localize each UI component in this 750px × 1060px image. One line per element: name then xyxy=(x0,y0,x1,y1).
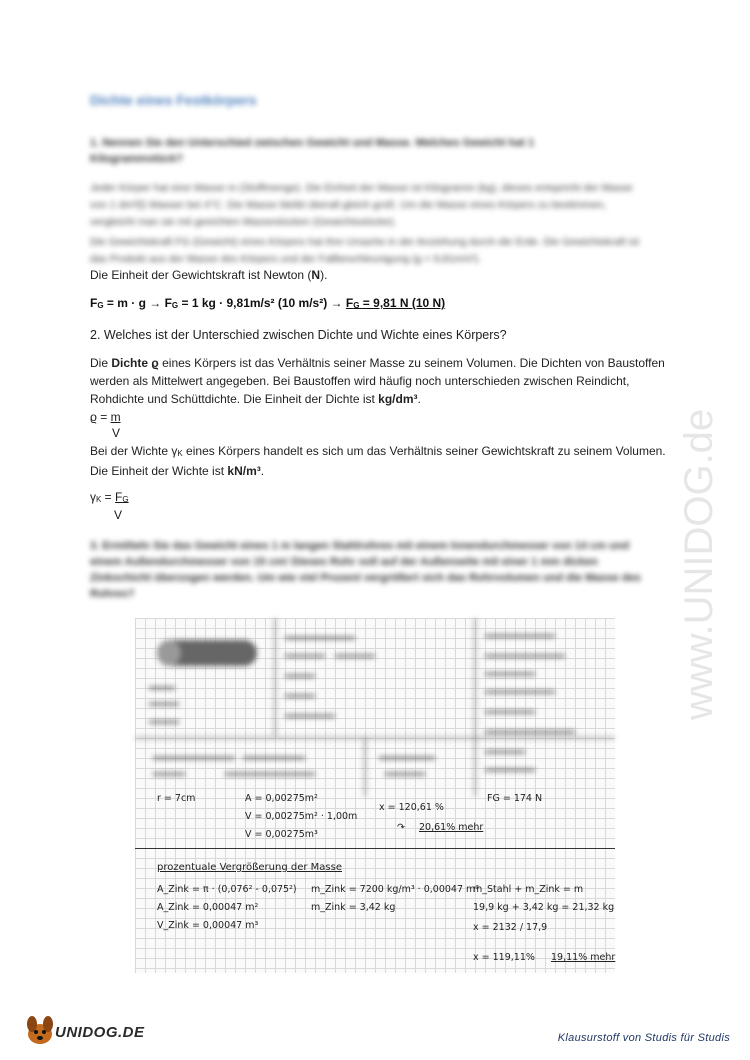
note-mass-percent-more: 19,11% mehr xyxy=(551,952,616,963)
note-mass-title: prozentuale Vergrößerung der Masse xyxy=(157,862,342,873)
watermark xyxy=(672,280,732,730)
footer-tagline: Klausurstoff von Studis für Studis xyxy=(557,1032,730,1044)
note-area: A = 0,00275m² xyxy=(245,793,318,804)
notes-divider xyxy=(135,848,615,849)
paragraph-weight-force: Die Gewichtskraft FG (Gewicht) eines Körpers hat ihre Ursache in der Anziehung durch die Erde. Die Gewichtskraft ist das Produkt aus der Masse des Körpers und der Fallbeschleunigung (g = 9,81m/s²). xyxy=(90,236,640,265)
note-ratio: x = 2132 / 17,9 xyxy=(473,922,548,933)
dog-logo-icon xyxy=(22,1012,58,1048)
paragraph-mass: Jeder Körper hat eine Masse m (Stoffmenge). Die Einheit der Masse ist Kilogramm (kg), dieses entspricht der Masse von 1 dm³(l) Wasser bei 4°C. Die Masse bleibt überall gleich groß. Um die Masse eines Körpers zu bestimmen, vergleicht man sie mit geeichten Massestücken (Gewichtsstücke). xyxy=(90,182,633,228)
paragraph-density: Die Dichte ϱ eines Körpers ist das Verhältnis seiner Masse zu seinem Volumen. Die Dichten von Baustoffen werden als Mittelwert angegeben. Bei Baustoffen wird häufig noch unterschieden zwischen Reindicht, Rohdichte und Schüttdichte. Die Einheit der Dichte ist kg/dm³. xyxy=(90,356,665,406)
question-1: 1. Nennen Sie den Unterschied zwischen Gewicht und Masse. Welches Gewicht hat 1 Kilogrammstück? xyxy=(90,137,535,165)
note-arrow-icon: ↷ xyxy=(397,822,405,833)
note-percent-more: 20,61% mehr xyxy=(419,822,484,833)
note-weight-force: FG = 174 N xyxy=(487,793,543,804)
note-radius: r = 7cm xyxy=(157,793,196,804)
density-formula: ϱ = m xyxy=(90,410,121,424)
page-title: Dichte eines Festkörpers xyxy=(90,92,257,108)
note-zinc-volume: V_Zink = 0,00047 m³ xyxy=(157,920,259,931)
logo-wordmark: UNIDOG.DE xyxy=(55,1024,145,1041)
pipe-sketch-icon xyxy=(135,618,615,796)
note-total-mass: m_Stahl + m_Zink = m xyxy=(473,884,584,895)
specific-weight-formula: γK = FG xyxy=(90,490,129,504)
note-zinc-area-calc: A_Zink = π · (0,076² - 0,075²) xyxy=(157,884,297,895)
weight-formula: FG = m · g → FG = 1 kg · 9,81m/s² (10 m/s²) → FG = 9,81 N (10 N) xyxy=(90,296,446,310)
question-2: 2. Welches ist der Unterschied zwischen Dichte und Wichte eines Körpers? xyxy=(90,328,507,342)
svg-text:www.UNIDOG.de: www.UNIDOG.de xyxy=(677,408,721,720)
note-total-mass-calc: 19,9 kg + 3,42 kg = 21,32 kg xyxy=(473,902,615,913)
note-volume-calc: V = 0,00275m² · 1,00m xyxy=(245,811,358,822)
density-denominator: V xyxy=(112,426,121,440)
weight-force-unit-line: Die Einheit der Gewichtskraft ist Newton (N). xyxy=(90,268,328,282)
note-volume: V = 0,00275m³ xyxy=(245,829,318,840)
specific-weight-denominator: V xyxy=(114,508,123,522)
handwritten-notes xyxy=(135,618,615,973)
paragraph-specific-weight: Bei der Wichte γK eines Körpers handelt es sich um das Verhältnis seiner Gewichtskraft zu seinem Volumen. Die Einheit der Wichte ist kN/m³. xyxy=(90,444,666,478)
question-3: 3. Ermitteln Sie das Gewicht eines 1 m langen Stahlrohres mit einem Innendurchmesser von 14 cm und einem Außendurchmesser von 15 cm! Dieses Rohr soll auf der Außenseite mit einer 1 mm dicken Zinkschicht überzogen werden. Um wie viel Prozent vergrößert sich das Rohrvolumen und die Masse des Rohres? xyxy=(90,540,641,600)
note-mass-percent: x = 119,11% xyxy=(473,952,535,963)
note-zinc-mass: m_Zink = 3,42 kg xyxy=(311,902,396,913)
note-percent: x = 120,61 % xyxy=(379,802,444,813)
notes-blurred-section xyxy=(135,618,615,796)
note-zinc-mass-calc: m_Zink = 7200 kg/m³ · 0,00047 m³ xyxy=(311,884,480,895)
note-zinc-area: A_Zink = 0,00047 m² xyxy=(157,902,259,913)
